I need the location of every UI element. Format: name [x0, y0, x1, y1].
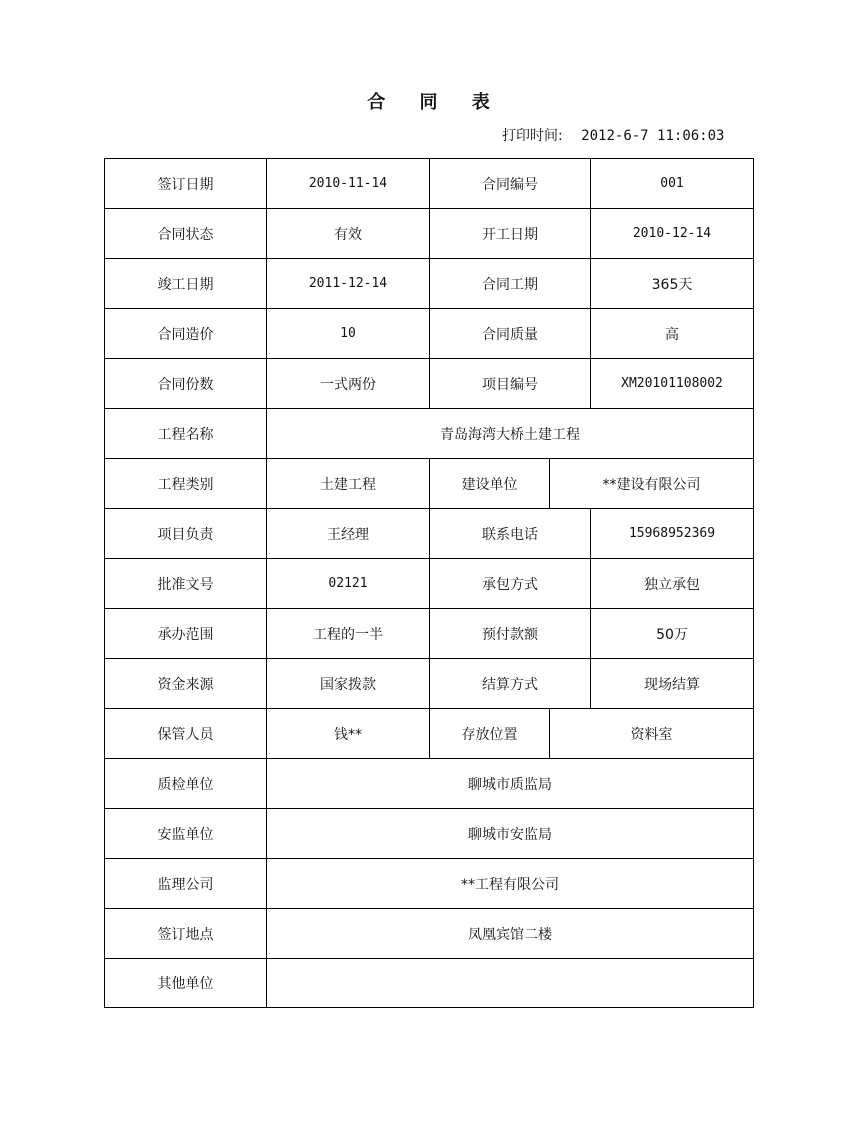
- label-contract-status: 合同状态: [105, 209, 267, 259]
- label-project-name: 工程名称: [105, 409, 267, 459]
- label-settlement-method: 结算方式: [430, 659, 591, 709]
- label-project-number: 项目编号: [430, 359, 591, 409]
- value-supervision-company: **工程有限公司: [267, 859, 753, 909]
- label-project-lead: 项目负责: [105, 509, 267, 559]
- print-time: [502, 125, 724, 145]
- label-sign-date: 签订日期: [105, 159, 267, 209]
- value-contract-number: 001: [591, 159, 753, 209]
- value-sign-date: 2010-11-14: [267, 159, 430, 209]
- label-contract-cost: 合同造价: [105, 309, 267, 359]
- label-storage-location: 存放位置: [430, 709, 550, 759]
- label-quality-inspection-unit: 质检单位: [105, 759, 267, 809]
- value-scope: 工程的一半: [267, 609, 430, 659]
- print-time-value: 2012-6-7 11:06:03: [581, 128, 725, 144]
- value-safety-supervision-unit: 聊城市安监局: [267, 809, 753, 859]
- value-project-number: XM20101108002: [591, 359, 753, 409]
- value-contact-phone: 15968952369: [591, 509, 753, 559]
- value-project-lead: 王经理: [267, 509, 430, 559]
- label-custodian: 保管人员: [105, 709, 267, 759]
- value-contract-cost: 10: [267, 309, 430, 359]
- print-time-label: 打印时间:: [502, 128, 563, 144]
- label-contract-copies: 合同份数: [105, 359, 267, 409]
- label-contract-duration: 合同工期: [430, 259, 591, 309]
- value-settlement-method: 现场结算: [591, 659, 753, 709]
- label-other-units: 其他单位: [105, 959, 267, 1007]
- value-signing-location: 凤凰宾馆二楼: [267, 909, 753, 959]
- label-construction-unit: 建设单位: [430, 459, 550, 509]
- value-completion-date: 2011-12-14: [267, 259, 430, 309]
- label-advance-payment: 预付款额: [430, 609, 591, 659]
- value-contract-duration: 365天: [591, 259, 753, 309]
- value-contract-quality: 高: [591, 309, 753, 359]
- contract-table: [104, 158, 754, 1008]
- label-contract-number: 合同编号: [430, 159, 591, 209]
- label-contract-quality: 合同质量: [430, 309, 591, 359]
- value-contracting-method: 独立承包: [591, 559, 753, 609]
- label-project-category: 工程类别: [105, 459, 267, 509]
- label-contracting-method: 承包方式: [430, 559, 591, 609]
- value-construction-unit: **建设有限公司: [550, 459, 753, 509]
- value-other-units: [267, 959, 753, 1007]
- label-scope: 承办范围: [105, 609, 267, 659]
- value-custodian: 钱**: [267, 709, 430, 759]
- value-approval-number: 02121: [267, 559, 430, 609]
- page-title: 合 同 表: [367, 92, 504, 113]
- label-supervision-company: 监理公司: [105, 859, 267, 909]
- label-completion-date: 竣工日期: [105, 259, 267, 309]
- value-quality-inspection-unit: 聊城市质监局: [267, 759, 753, 809]
- label-start-date: 开工日期: [430, 209, 591, 259]
- label-safety-supervision-unit: 安监单位: [105, 809, 267, 859]
- value-contract-copies: 一式两份: [267, 359, 430, 409]
- value-funding-source: 国家拨款: [267, 659, 430, 709]
- value-storage-location: 资料室: [550, 709, 753, 759]
- value-start-date: 2010-12-14: [591, 209, 753, 259]
- value-project-name: 青岛海湾大桥土建工程: [267, 409, 753, 459]
- label-contact-phone: 联系电话: [430, 509, 591, 559]
- label-funding-source: 资金来源: [105, 659, 267, 709]
- value-project-category: 土建工程: [267, 459, 430, 509]
- label-approval-number: 批准文号: [105, 559, 267, 609]
- value-advance-payment: 50万: [591, 609, 753, 659]
- value-contract-status: 有效: [267, 209, 430, 259]
- label-signing-location: 签订地点: [105, 909, 267, 959]
